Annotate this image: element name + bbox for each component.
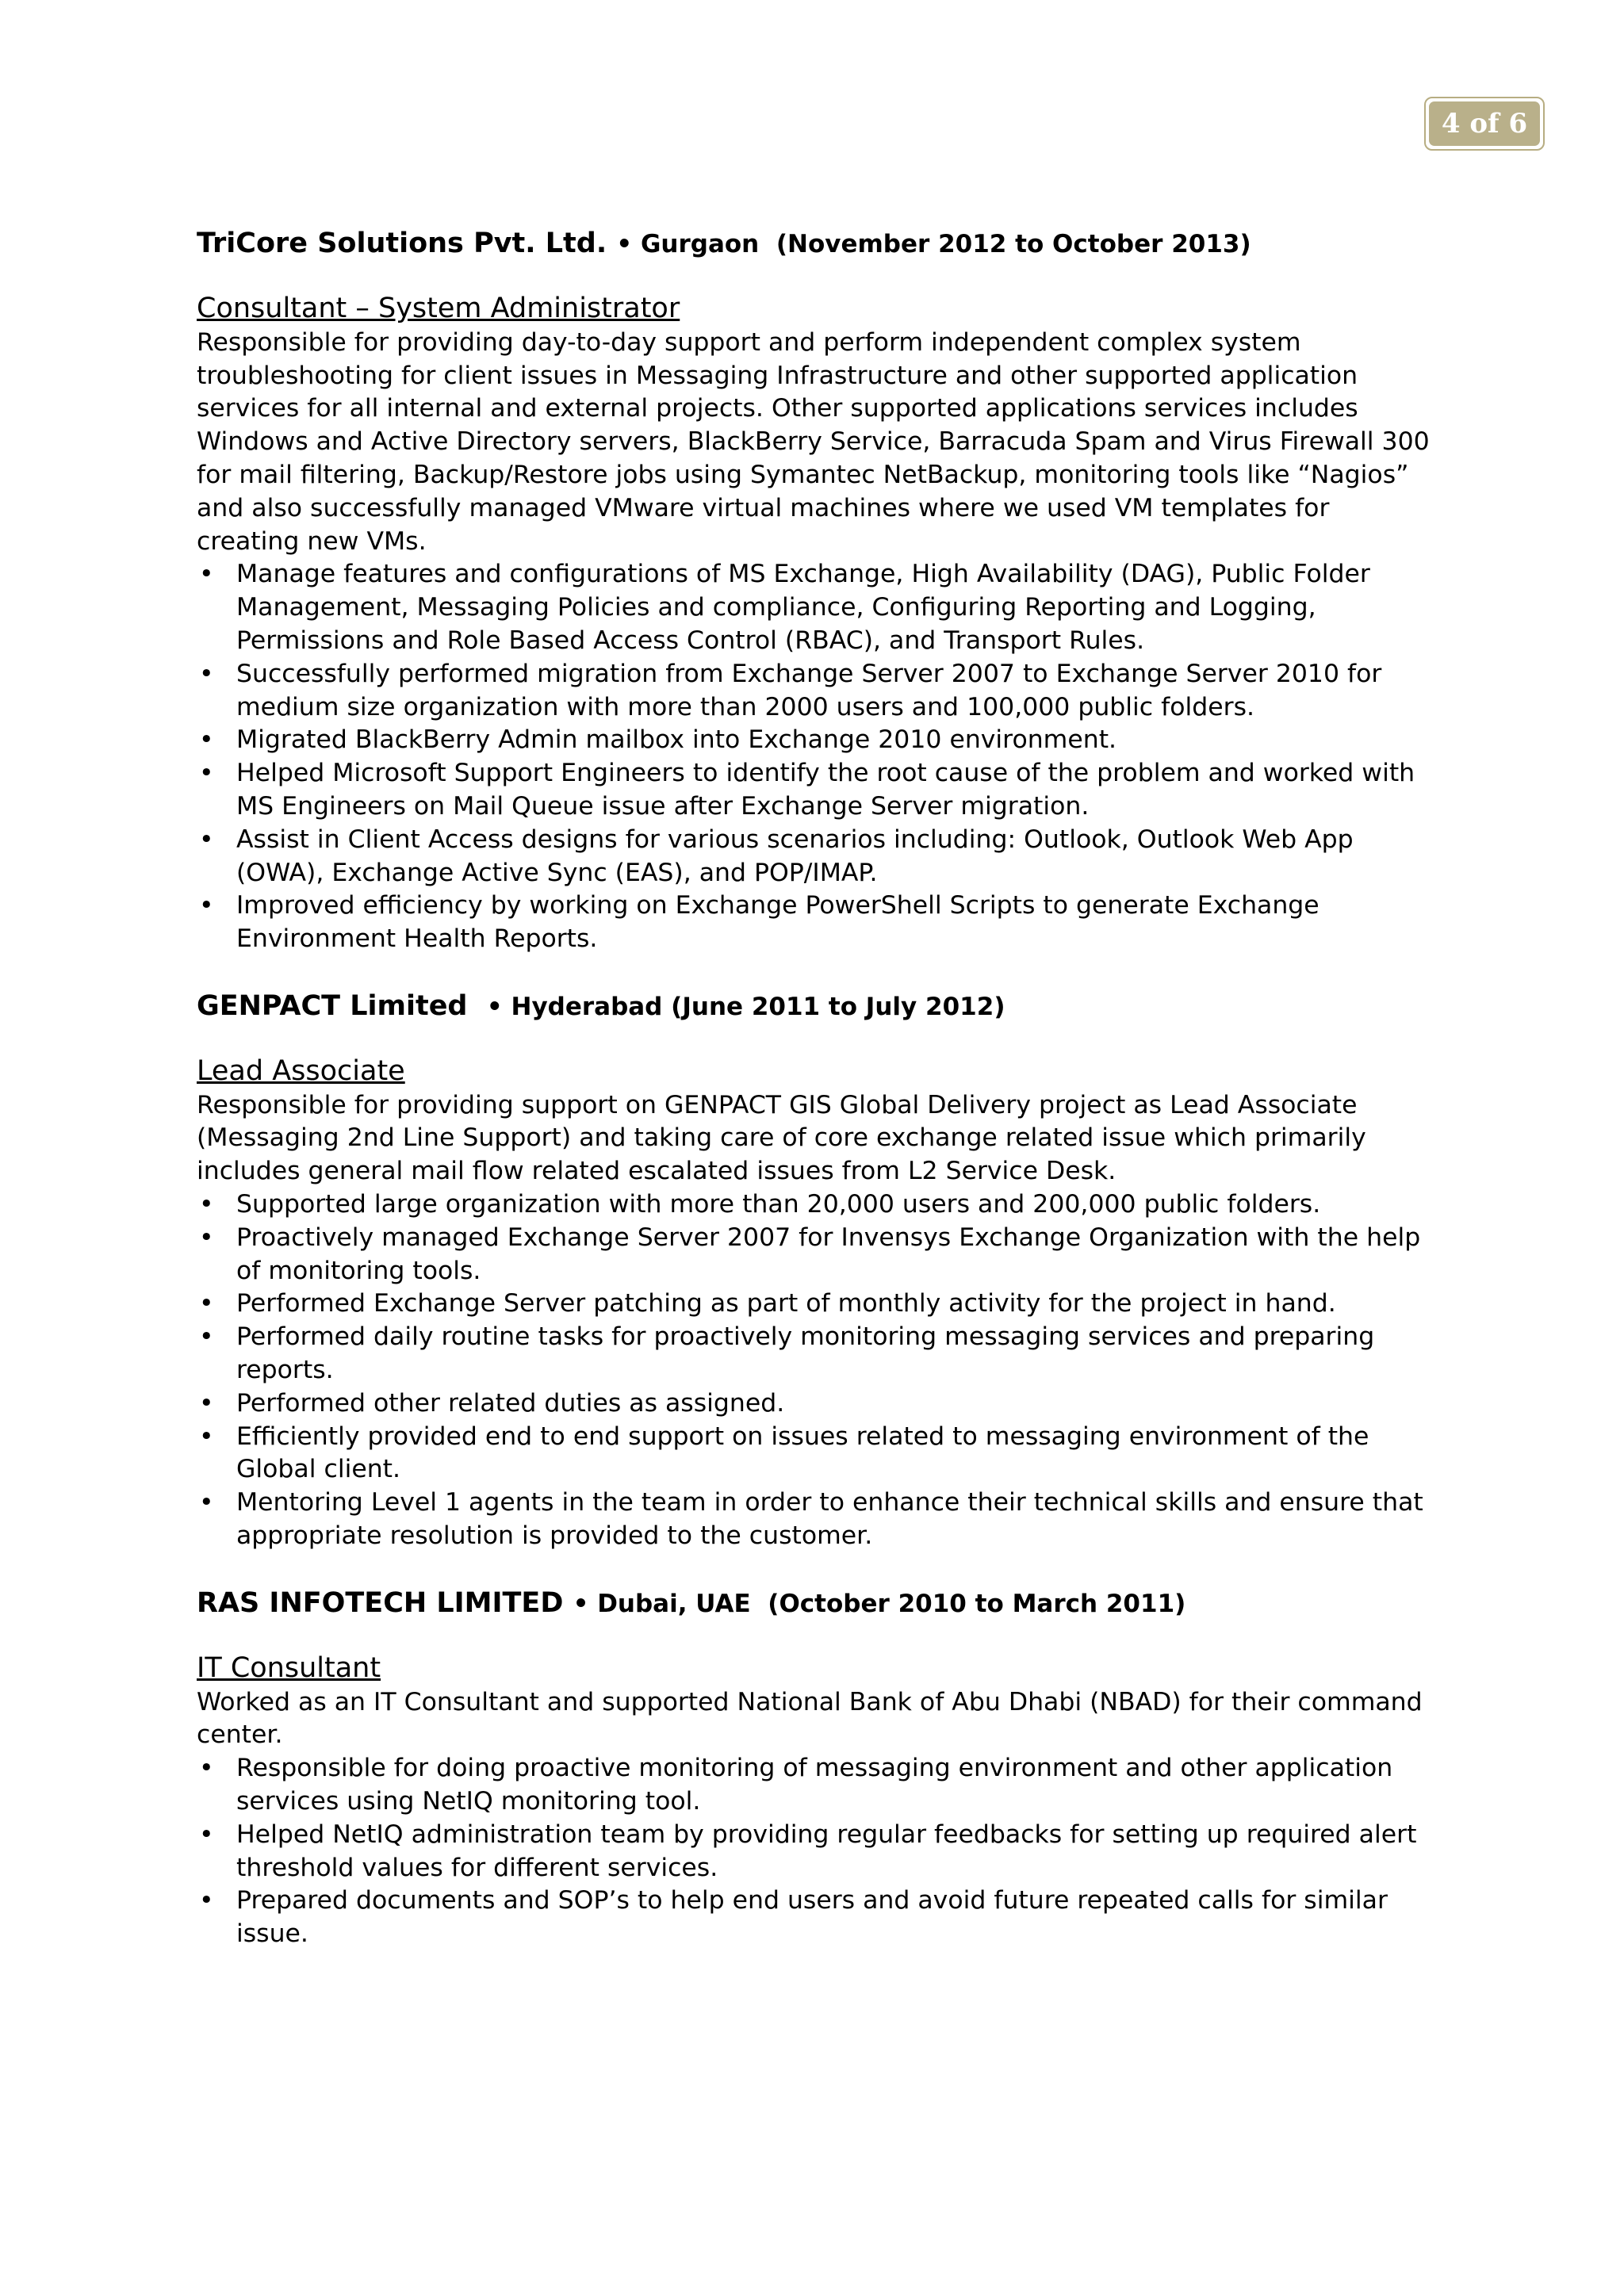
bullet-icon: • <box>199 825 214 854</box>
separator-dot: • <box>616 230 633 258</box>
page-indicator-label: 4 of 6 <box>1429 101 1540 146</box>
bullet-icon: • <box>199 1388 214 1418</box>
company-location: Hyderabad <box>511 992 663 1021</box>
bullet-icon: • <box>199 1190 214 1219</box>
experience-section-ras-infotech <box>197 1586 1434 1951</box>
job-title: Consultant – System Administrator <box>197 292 680 324</box>
list-item <box>197 890 1434 956</box>
job-title: IT Consultant <box>197 1651 381 1684</box>
bullet-icon: • <box>199 1886 214 1915</box>
section-spacer <box>197 956 1434 989</box>
list-item <box>197 757 1434 824</box>
experience-section-tricore <box>197 227 1434 956</box>
responsibility-list <box>197 1752 1434 1951</box>
separator-dot: • <box>486 992 503 1021</box>
experience-section-genpact <box>197 989 1434 1553</box>
company-name: TriCore Solutions Pvt. Ltd. <box>197 228 607 259</box>
list-item-text: Helped Microsoft Support Engineers to identify the root cause of the problem and worked with MS Engineers on Mail Queue issue after Exchange Server migration. <box>236 759 1415 821</box>
company-heading <box>197 1586 1434 1621</box>
company-name: GENPACT Limited <box>197 989 468 1022</box>
list-item-text: Prepared documents and SOP’s to help end users and avoid future repeated calls for similar issue. <box>236 1886 1388 1949</box>
list-item-text: Manage features and configurations of MS Exchange, High Availability (DAG), Public Folder Management, Messaging Policies and compliance, Configuring Reporting and Logging, Permissions and Role Based Access Control (RBAC), and Transport Rules. <box>236 560 1370 655</box>
bullet-icon: • <box>199 1289 214 1318</box>
company-name: RAS INFOTECH LIMITED <box>197 1586 564 1619</box>
bullet-icon: • <box>199 1422 214 1451</box>
bullet-icon: • <box>199 560 214 589</box>
job-summary: Responsible for providing day-to-day support and perform independent complex system troubleshooting for client issues in Messaging Infrastructure and other supported application services for all internal and external projects. Other supported applications services includes Windows and Active Directory servers, BlackBerry Service, Barracuda Spam and Virus Firewall 300 for mail filtering, Backup/Restore jobs using Symantec NetBackup, monitoring tools like “Nagios” and also successfully managed VMware virtual machines where we used VM templates for creating new VMs. <box>197 327 1430 556</box>
section-spacer <box>197 1553 1434 1586</box>
bullet-icon: • <box>199 725 214 755</box>
list-item-text: Mentoring Level 1 agents in the team in order to enhance their technical skills and ensure that appropriate resolution is provided to the customer. <box>236 1488 1423 1550</box>
list-item <box>197 1288 1434 1321</box>
resume-content <box>197 227 1434 1951</box>
bullet-icon: • <box>199 1488 214 1517</box>
list-item <box>197 1421 1434 1487</box>
bullet-icon: • <box>199 1820 214 1849</box>
list-item <box>197 1487 1434 1553</box>
list-item-text: Helped NetIQ administration team by providing regular feedbacks for setting up required alert threshold values for different services. <box>236 1820 1417 1882</box>
list-item <box>197 1885 1434 1951</box>
job-title: Lead Associate <box>197 1054 405 1087</box>
list-item-text: Performed daily routine tasks for proactively monitoring messaging services and preparing reports. <box>236 1322 1375 1385</box>
employment-period: (October 2010 to March 2011) <box>768 1589 1186 1618</box>
responsibility-list <box>197 1188 1434 1553</box>
list-item-text: Responsible for doing proactive monitoring of messaging environment and other application services using NetIQ monitoring tool. <box>236 1754 1393 1816</box>
list-item <box>197 724 1434 757</box>
bullet-icon: • <box>199 759 214 788</box>
job-summary: Responsible for providing support on GENPACT GIS Global Delivery project as Lead Associate (Messaging 2nd Line Support) and taking care of core exchange related issue which primarily includes general mail flow related escalated issues from L2 Service Desk. <box>197 1090 1366 1186</box>
list-item <box>197 1222 1434 1288</box>
list-item <box>197 658 1434 725</box>
page-indicator <box>1424 97 1545 151</box>
list-item <box>197 1321 1434 1387</box>
responsibility-list <box>197 558 1434 956</box>
company-location: Gurgaon <box>640 230 760 258</box>
list-item <box>197 1819 1434 1885</box>
list-item-text: Efficiently provided end to end support on issues related to messaging environment of the Global client. <box>236 1422 1369 1484</box>
bullet-icon: • <box>199 659 214 688</box>
company-heading <box>197 227 1434 262</box>
company-location: Dubai, UAE <box>597 1589 751 1618</box>
list-item <box>197 1387 1434 1421</box>
job-summary: Worked as an IT Consultant and supported National Bank of Abu Dhabi (NBAD) for their command center. <box>197 1687 1423 1750</box>
bullet-icon: • <box>199 1223 214 1252</box>
separator-dot: • <box>573 1589 589 1618</box>
bullet-icon: • <box>199 1754 214 1783</box>
list-item-text: Proactively managed Exchange Server 2007 for Invensys Exchange Organization with the help of monitoring tools. <box>236 1223 1421 1285</box>
list-item <box>197 1188 1434 1222</box>
list-item <box>197 1752 1434 1819</box>
list-item-text: Assist in Client Access designs for various scenarios including: Outlook, Outlook Web App (OWA), Exchange Active Sync (EAS), and POP/IMAP. <box>236 825 1354 887</box>
list-item <box>197 558 1434 657</box>
employment-period: (June 2011 to July 2012) <box>671 992 1005 1021</box>
employment-period: (November 2012 to October 2013) <box>776 230 1251 258</box>
company-heading <box>197 989 1434 1024</box>
list-item-text: Migrated BlackBerry Admin mailbox into Exchange 2010 environment. <box>236 725 1117 755</box>
list-item-text: Performed other related duties as assigned. <box>236 1388 785 1418</box>
list-item <box>197 824 1434 890</box>
list-item-text: Improved efficiency by working on Exchange PowerShell Scripts to generate Exchange Environment Health Reports. <box>236 891 1320 954</box>
list-item-text: Performed Exchange Server patching as part of monthly activity for the project in hand. <box>236 1289 1336 1318</box>
bullet-icon: • <box>199 891 214 920</box>
list-item-text: Supported large organization with more than 20,000 users and 200,000 public folders. <box>236 1190 1321 1219</box>
bullet-icon: • <box>199 1322 214 1352</box>
list-item-text: Successfully performed migration from Exchange Server 2007 to Exchange Server 2010 for medium size organization with more than 2000 users and 100,000 public folders. <box>236 659 1382 721</box>
